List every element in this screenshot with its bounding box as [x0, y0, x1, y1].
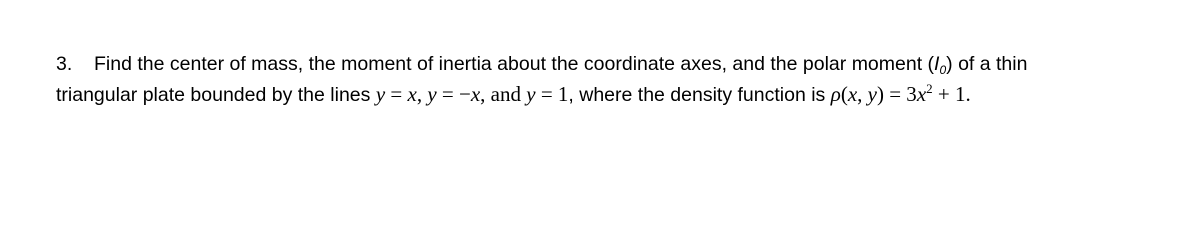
math-eq1: = [385, 82, 408, 106]
boundary-lines-math [376, 82, 569, 106]
density-rho: ρ [830, 82, 841, 106]
math-eq2: = − [436, 82, 471, 106]
problem-line-1 [56, 49, 1176, 79]
density-exponent: 2 [926, 81, 933, 96]
math-lines-end: , [568, 84, 574, 106]
problem-number: 3. [56, 53, 73, 75]
problem-statement [56, 49, 1176, 109]
math-sep1: , [416, 82, 428, 106]
math-y1: y [375, 82, 386, 106]
math-x1: x [407, 82, 417, 106]
density-close-eq: ) = 3 [876, 82, 917, 106]
density-open: ( [840, 82, 848, 106]
math-y3: y [526, 82, 536, 106]
problem-line-2 [56, 79, 1176, 109]
density-text: where the density function is [573, 84, 831, 106]
polar-moment-symbol: I [934, 53, 940, 75]
math-y2: y [427, 82, 437, 106]
density-x-squared-base: x [916, 82, 927, 106]
problem-text-line2: triangular plate bounded by the lines [56, 84, 376, 106]
math-eq3: = 1 [535, 82, 569, 106]
density-function-math [831, 82, 971, 106]
density-x: x [847, 82, 858, 106]
math-sep2: , and [480, 82, 527, 106]
density-comma: , [857, 82, 868, 106]
problem-text-line1-end: ) of a thin [946, 53, 1028, 75]
problem-text-line1: Find the center of mass, the moment of inertia about the coordinate axes, and the polar moment ( [94, 53, 935, 75]
polar-moment-subscript: 0 [939, 63, 947, 77]
density-tail: + 1. [932, 82, 971, 106]
density-y: y [867, 82, 877, 106]
math-x2: x [470, 82, 481, 106]
